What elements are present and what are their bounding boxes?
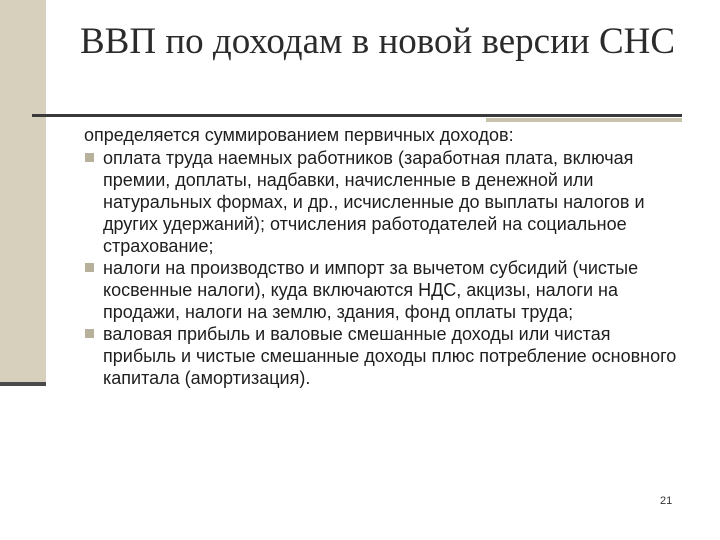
square-bullet-icon	[85, 329, 94, 338]
list-item-text: оплата труда наемных работников (заработная плата, включая премии, доплаты, надбавки, начисленные в денежной или натуральных формах, и др., исчисленные до выплаты налогов и других удержаний); отчисления работодателей на социальное страхование;	[103, 148, 645, 256]
list-item	[84, 257, 684, 323]
page-number: 21	[660, 495, 673, 507]
bullet-list	[84, 147, 684, 389]
slide-title: ВВП по доходам в новой версии СНС	[80, 21, 676, 62]
decorative-left-band-edge	[0, 382, 46, 386]
title-divider-accent	[486, 118, 682, 122]
list-item-text: налоги на производство и импорт за вычетом субсидий (чистые косвенные налоги), куда включаются НДС, акцизы, налоги на продажи, налоги на землю, здания, фонд оплаты труда;	[103, 258, 639, 322]
square-bullet-icon	[85, 263, 94, 272]
square-bullet-icon	[85, 153, 94, 162]
intro-text: определяется суммированием первичных доходов:	[84, 125, 514, 145]
list-item	[84, 323, 684, 389]
title-divider	[32, 114, 682, 117]
list-item-text: валовая прибыль и валовые смешанные доходы или чистая прибыль и чистые смешанные доходы плюс потребление основного капитала (амортизация).	[103, 324, 677, 388]
slide-body	[84, 124, 684, 389]
decorative-left-band	[0, 0, 46, 382]
list-item	[84, 147, 684, 257]
